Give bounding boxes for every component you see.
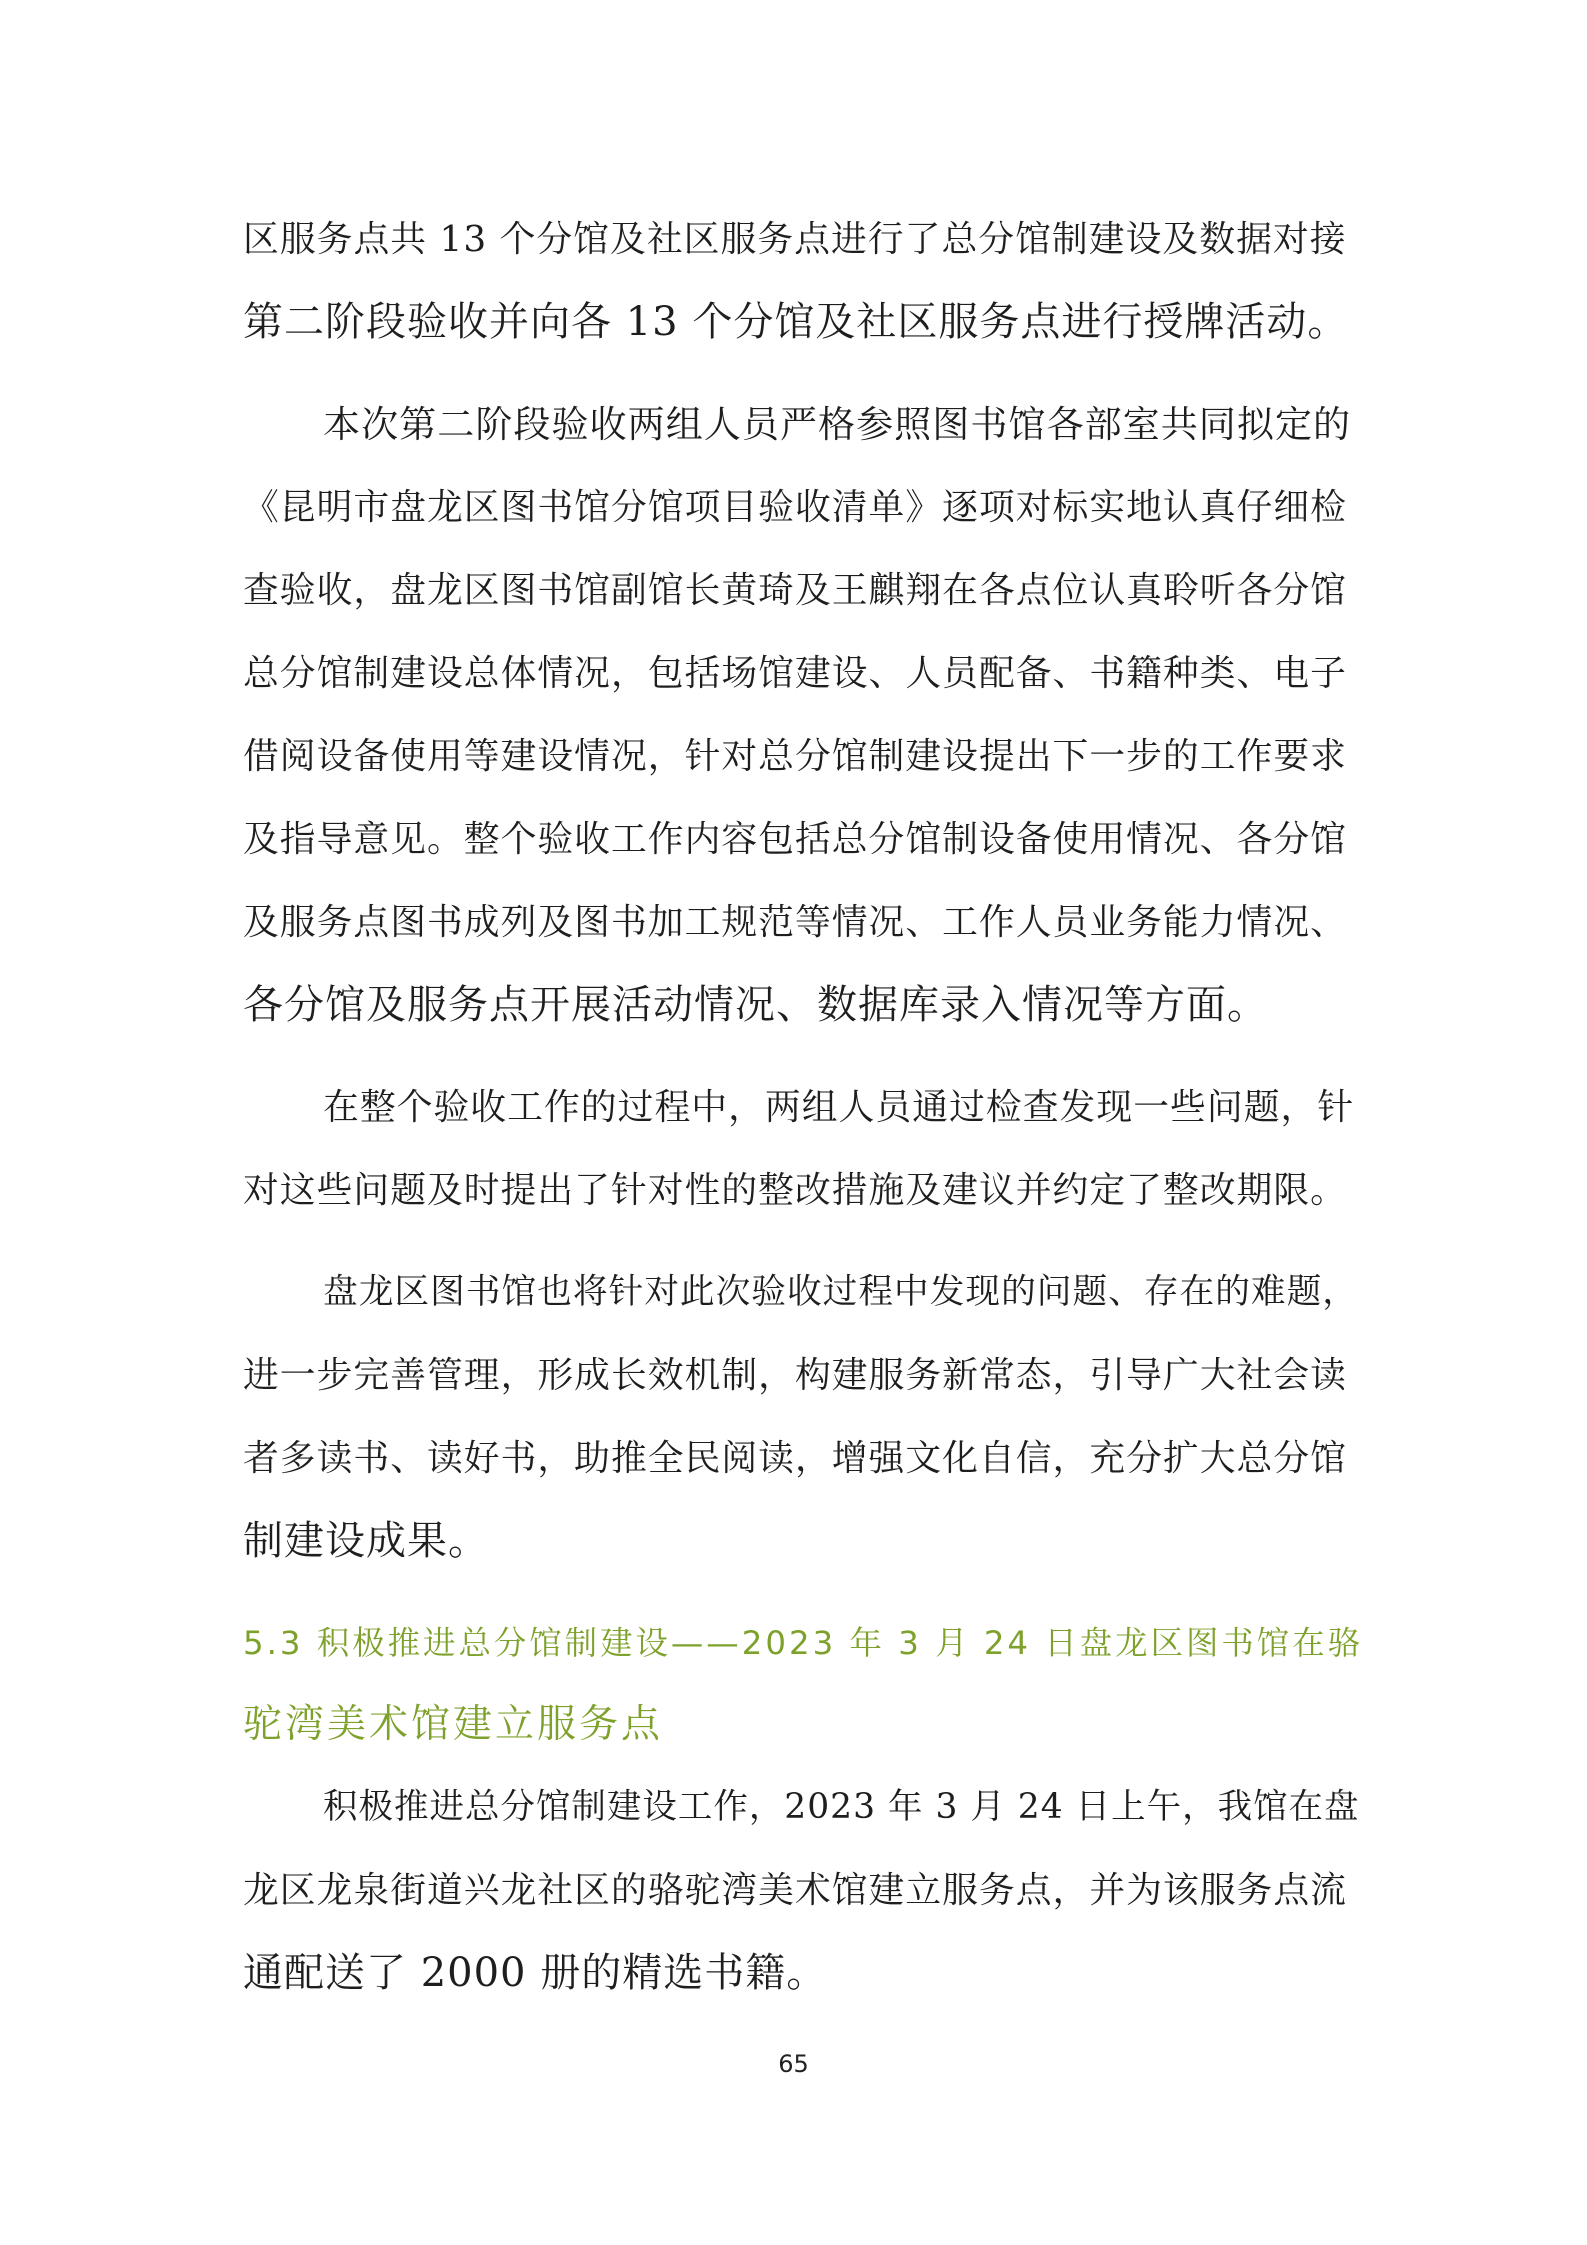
- page-number: 65: [778, 2050, 809, 2078]
- text-line: 及指导意见。整个验收工作内容包括总分馆制设备使用情况、各分馆: [243, 819, 1347, 860]
- section-heading: [243, 1602, 1364, 1766]
- text-line: 查验收，盘龙区图书馆副馆长黄琦及王麒翔在各点位认真聆听各分馆: [243, 570, 1347, 611]
- text-line: 《昆明市盘龙区图书馆分馆项目验收清单》逐项对标实地认真仔细检: [243, 487, 1347, 528]
- text-line: 及服务点图书成列及图书加工规范等情况、工作人员业务能力情况、: [243, 902, 1347, 943]
- paragraph-continuation: [243, 198, 1355, 364]
- text-line: 盘龙区图书馆也将针对此次验收过程中发现的问题、存在的难题，: [323, 1272, 1358, 1312]
- paragraph-issues-found: [243, 1066, 1355, 1232]
- text-line: 各分馆及服务点开展活动情况、数据库录入情况等方面。: [243, 982, 1268, 1028]
- text-line: 总分馆制建设总体情况，包括场馆建设、人员配备、书籍种类、电子: [243, 653, 1347, 694]
- heading-line: 5.3 积极推进总分馆制建设——2023 年 3 月 24 日盘龙区图书馆在骆: [243, 1624, 1364, 1662]
- paragraph-acceptance-details: [243, 383, 1355, 1047]
- paragraph-section-body: [243, 1766, 1360, 2015]
- text-line: 在整个验收工作的过程中，两组人员通过检查发现一些问题，针: [323, 1087, 1355, 1128]
- text-line: 制建设成果。: [243, 1518, 489, 1564]
- text-line: 积极推进总分馆制建设工作，2023 年 3 月 24 日上午，我馆在盘: [323, 1787, 1360, 1827]
- text-line: 通配送了 2000 册的精选书籍。: [243, 1950, 828, 1996]
- page-content: [243, 198, 1364, 2034]
- text-line: 龙区龙泉街道兴龙社区的骆驼湾美术馆建立服务点，并为该服务点流: [243, 1870, 1347, 1911]
- text-line: 进一步完善管理，形成长效机制，构建服务新常态，引导广大社会读: [243, 1355, 1347, 1396]
- text-line: 区服务点共 13 个分馆及社区服务点进行了总分馆制建设及数据对接: [243, 219, 1347, 260]
- heading-line: 驼湾美术馆建立服务点: [243, 1702, 664, 1747]
- text-line: 对这些问题及时提出了针对性的整改措施及建议并约定了整改期限。: [243, 1170, 1347, 1211]
- text-line: 者多读书、读好书，助推全民阅读，增强文化自信，充分扩大总分馆: [243, 1438, 1347, 1479]
- text-line: 借阅设备使用等建设情况，针对总分馆制建设提出下一步的工作要求: [243, 736, 1347, 777]
- text-line: 第二阶段验收并向各 13 个分馆及社区服务点进行授牌活动。: [243, 299, 1349, 345]
- paragraph-future-plans: [243, 1251, 1358, 1583]
- text-line: 本次第二阶段验收两组人员严格参照图书馆各部室共同拟定的: [323, 403, 1352, 446]
